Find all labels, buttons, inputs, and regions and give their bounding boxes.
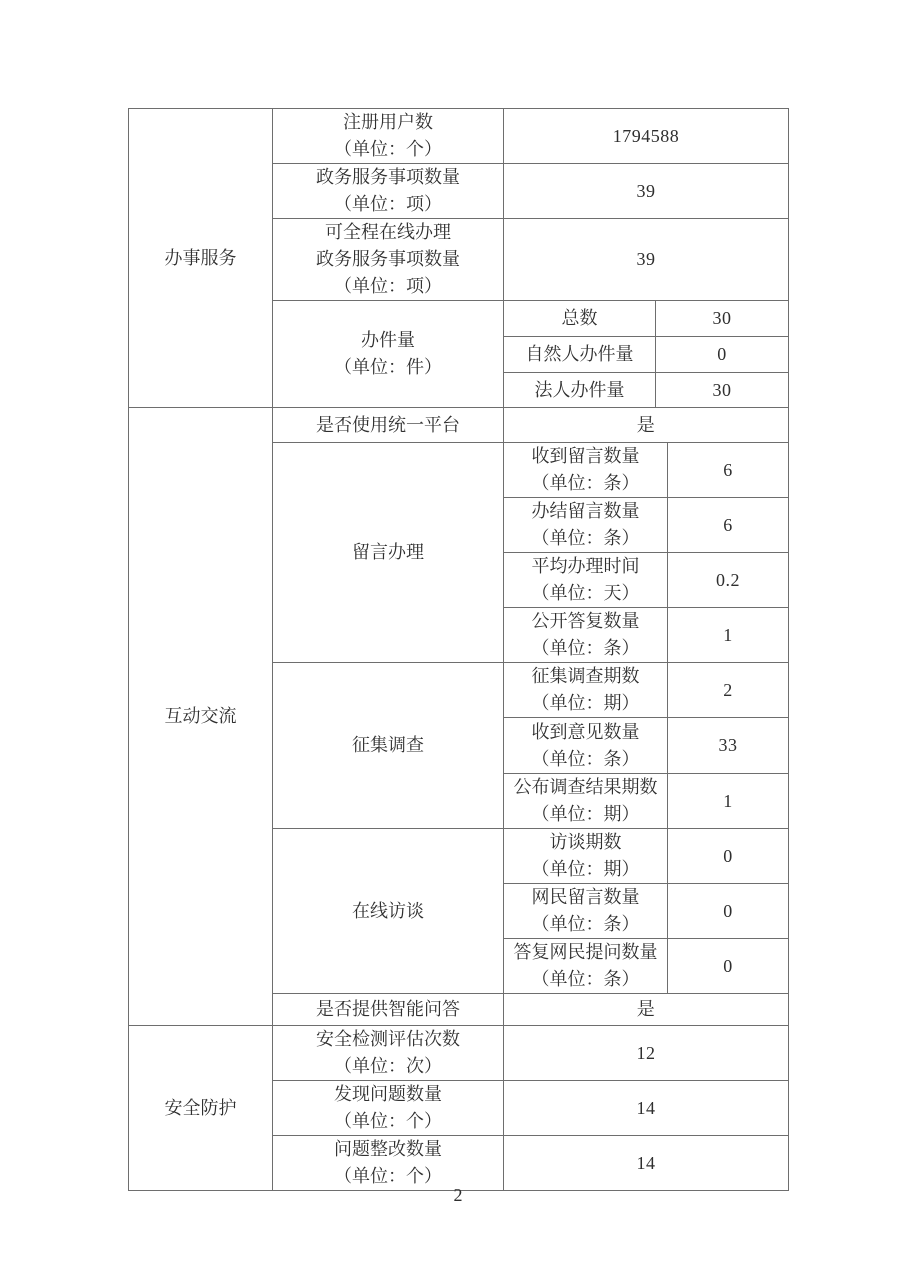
indicator-label-cell: 可全程在线办理 政务服务事项数量 （单位：项） bbox=[273, 219, 504, 301]
sub-indicator-label-cell: 公开答复数量 （单位：条） bbox=[504, 608, 668, 663]
indicator-value-cell: 39 bbox=[504, 219, 789, 301]
indicator-value-cell: 是 bbox=[504, 994, 789, 1026]
sub-indicator-label-cell: 总数 bbox=[504, 301, 656, 337]
indicator-value-cell: 1 bbox=[668, 608, 789, 663]
indicator-label-cell: 政务服务事项数量 （单位：项） bbox=[273, 164, 504, 219]
sub-indicator-label-cell: 收到意见数量 （单位：条） bbox=[504, 718, 668, 774]
indicator-label-cell: 留言办理 bbox=[273, 443, 504, 663]
indicator-label-cell: 问题整改数量 （单位：个） bbox=[273, 1136, 504, 1191]
indicator-label-cell: 征集调查 bbox=[273, 663, 504, 829]
section-title: 办事服务 bbox=[164, 247, 237, 268]
indicator-value-cell: 1 bbox=[668, 774, 789, 829]
sub-indicator-label-cell: 法人办件量 bbox=[504, 373, 656, 408]
indicator-value-cell: 0 bbox=[668, 829, 789, 884]
indicator-value-cell: 30 bbox=[656, 373, 789, 408]
section-title-cell bbox=[129, 408, 273, 1026]
indicator-value-cell: 2 bbox=[668, 663, 789, 718]
indicator-value-cell: 33 bbox=[668, 718, 789, 774]
sub-indicator-label-cell: 网民留言数量 （单位：条） bbox=[504, 884, 668, 939]
indicator-label-cell: 发现问题数量 （单位：个） bbox=[273, 1081, 504, 1136]
sub-indicator-label-cell: 办结留言数量 （单位：条） bbox=[504, 498, 668, 553]
indicator-value-cell: 39 bbox=[504, 164, 789, 219]
indicator-value-cell: 12 bbox=[504, 1026, 789, 1081]
indicator-value-cell: 6 bbox=[668, 498, 789, 553]
indicator-label-cell: 注册用户数 （单位：个） bbox=[273, 109, 504, 164]
indicator-value-cell: 14 bbox=[504, 1081, 789, 1136]
page-number: 2 bbox=[453, 1185, 463, 1205]
indicator-label-cell: 是否使用统一平台 bbox=[273, 408, 504, 443]
indicator-value-cell: 0.2 bbox=[668, 553, 789, 608]
indicator-value-cell: 6 bbox=[668, 443, 789, 498]
indicator-label-cell: 是否提供智能问答 bbox=[273, 994, 504, 1026]
sub-indicator-label-cell: 自然人办件量 bbox=[504, 337, 656, 373]
sub-indicator-label-cell: 答复网民提问数量 （单位：条） bbox=[504, 939, 668, 994]
sub-indicator-label-cell: 征集调查期数 （单位：期） bbox=[504, 663, 668, 718]
indicator-value-cell: 30 bbox=[656, 301, 789, 337]
section-title-cell bbox=[129, 109, 273, 408]
section-title: 安全防护 bbox=[164, 1097, 237, 1118]
indicator-label-cell: 在线访谈 bbox=[273, 829, 504, 994]
indicator-value-cell: 0 bbox=[668, 884, 789, 939]
indicator-value-cell: 14 bbox=[504, 1136, 789, 1191]
indicator-value-cell: 1794588 bbox=[504, 109, 789, 164]
section-title: 互动交流 bbox=[164, 706, 237, 726]
sub-indicator-label-cell: 访谈期数 （单位：期） bbox=[504, 829, 668, 884]
sub-indicator-label-cell: 收到留言数量 （单位：条） bbox=[504, 443, 668, 498]
indicator-value-cell: 是 bbox=[504, 408, 789, 443]
indicator-value-cell: 0 bbox=[656, 337, 789, 373]
section-title-cell bbox=[129, 1026, 273, 1191]
sub-indicator-label-cell: 平均办理时间 （单位：天） bbox=[504, 553, 668, 608]
indicator-value-cell: 0 bbox=[668, 939, 789, 994]
annual-report-table bbox=[128, 108, 789, 1191]
indicator-label-cell: 安全检测评估次数 （单位：次） bbox=[273, 1026, 504, 1081]
sub-indicator-label-cell: 公布调查结果期数 （单位：期） bbox=[504, 774, 668, 829]
indicator-label-cell: 办件量 （单位：件） bbox=[273, 301, 504, 408]
